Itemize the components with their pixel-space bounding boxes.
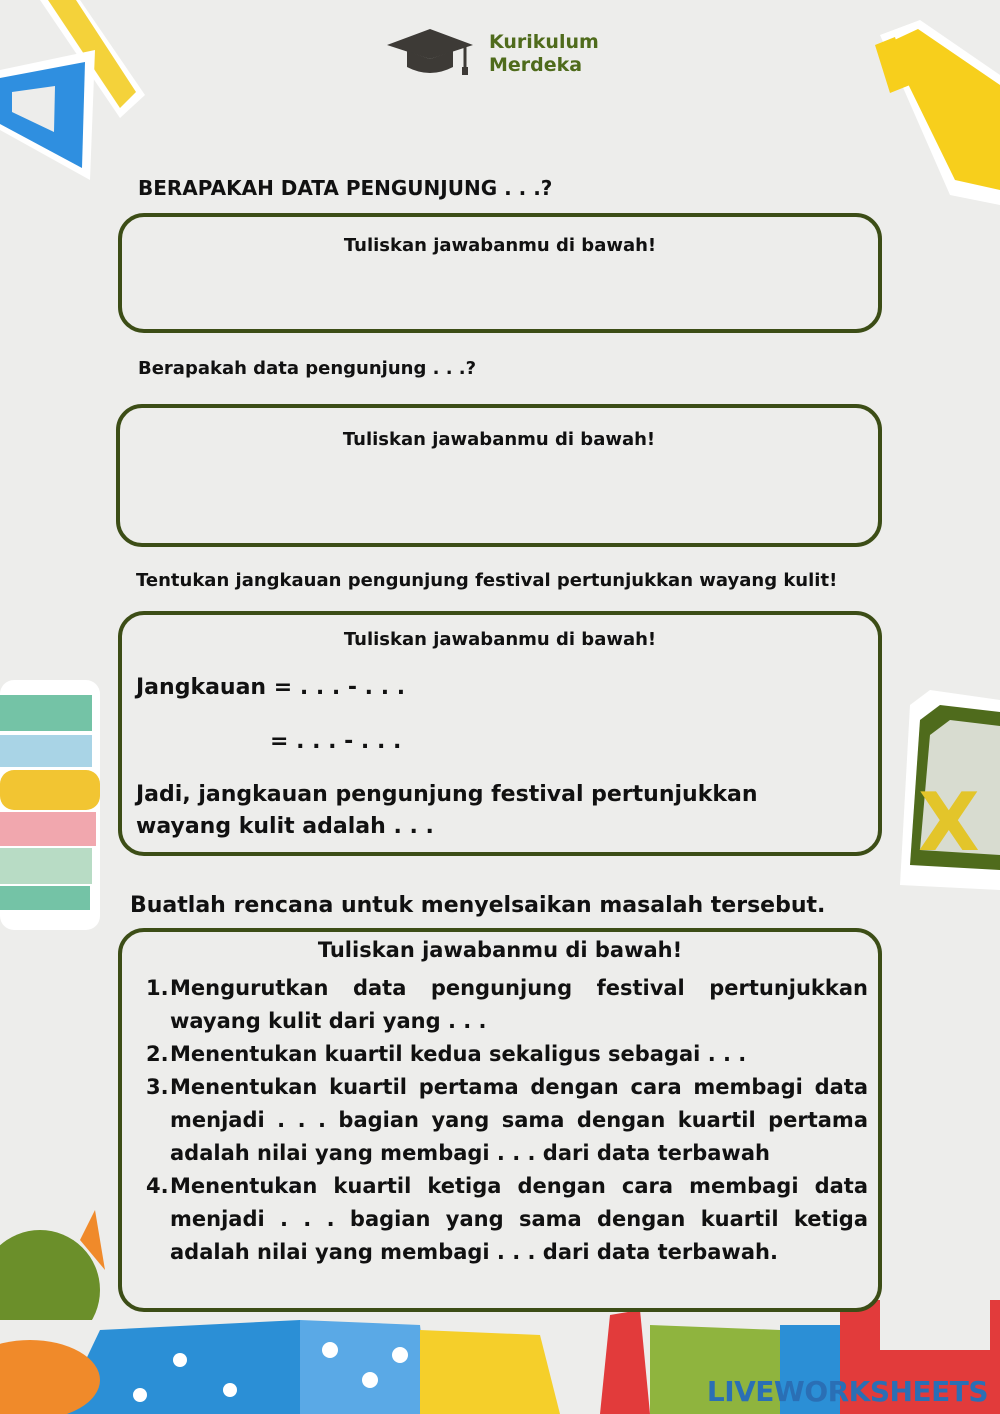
graduation-cap-icon — [385, 27, 475, 79]
question-1: BERAPAKAH DATA PENGUNJUNG . . .? — [138, 176, 553, 200]
answer-box-2[interactable] — [116, 404, 882, 547]
plan-steps-list — [146, 972, 868, 1269]
books-illustration — [0, 670, 110, 940]
range-formula-line-2: = . . . - . . . — [270, 729, 402, 754]
step-text: Mengurutkan data pengunjung festival pertunjukkan wayang kulit dari yang . . . — [170, 976, 868, 1033]
brand-line-2: Merdeka — [489, 54, 583, 76]
answer-box-1-title: Tuliskan jawabanmu di bawah! — [343, 235, 657, 256]
answer-box-2-title: Tuliskan jawabanmu di bawah! — [342, 429, 656, 450]
question-3: Tentukan jangkauan pengunjung festival pertunjukkan wayang kulit! — [136, 570, 838, 591]
brand-title — [489, 31, 599, 77]
step-text: Menentukan kuartil kedua sekaligus sebagai . . . — [170, 1042, 747, 1066]
answer-box-3-title: Tuliskan jawabanmu di bawah! — [343, 629, 657, 650]
brand-line-1: Kurikulum — [489, 31, 599, 53]
answer-box-3[interactable] — [118, 611, 882, 856]
list-item — [146, 1071, 868, 1170]
step-number: 4. — [146, 1174, 169, 1198]
list-item — [146, 972, 868, 1038]
step-number: 2. — [146, 1042, 169, 1066]
ruler-triangle-illustration — [0, 0, 150, 190]
question-2: Berapakah data pengunjung . . .? — [138, 358, 477, 379]
list-item — [146, 1170, 868, 1269]
list-item — [146, 1038, 868, 1071]
x-card-illustration — [900, 690, 1000, 900]
header-logo — [385, 27, 625, 82]
liveworksheets-watermark[interactable] — [707, 1375, 988, 1408]
question-4: Buatlah rencana untuk menyelsaikan masalah tersebut. — [130, 893, 826, 918]
highlighter-illustration — [860, 15, 1000, 215]
answer-box-1[interactable] — [118, 213, 882, 333]
answer-box-4-title: Tuliskan jawabanmu di bawah! — [317, 938, 683, 962]
step-text: Menentukan kuartil ketiga dengan cara membagi data menjadi . . . bagian yang sama dengan kuartil ketiga adalah nilai yang membagi . . . dari data terbawah. — [170, 1174, 868, 1264]
svg-text:X: X — [918, 776, 980, 869]
step-number: 1. — [146, 976, 169, 1000]
step-text: Menentukan kuartil pertama dengan cara membagi data menjadi . . . bagian yang sama dengan kuartil pertama adalah nilai yang membagi . . . dari data terbawah — [170, 1075, 868, 1165]
step-number: 3. — [146, 1075, 169, 1099]
range-conclusion: Jadi, jangkauan pengunjung festival pertunjukkan wayang kulit adalah . . . — [136, 782, 758, 839]
range-formula-line-1: Jangkauan = . . . - . . . — [136, 675, 406, 700]
answer-box-4[interactable] — [118, 928, 882, 1312]
watermark-text: LIVEWORKSHEETS — [706, 1375, 988, 1408]
